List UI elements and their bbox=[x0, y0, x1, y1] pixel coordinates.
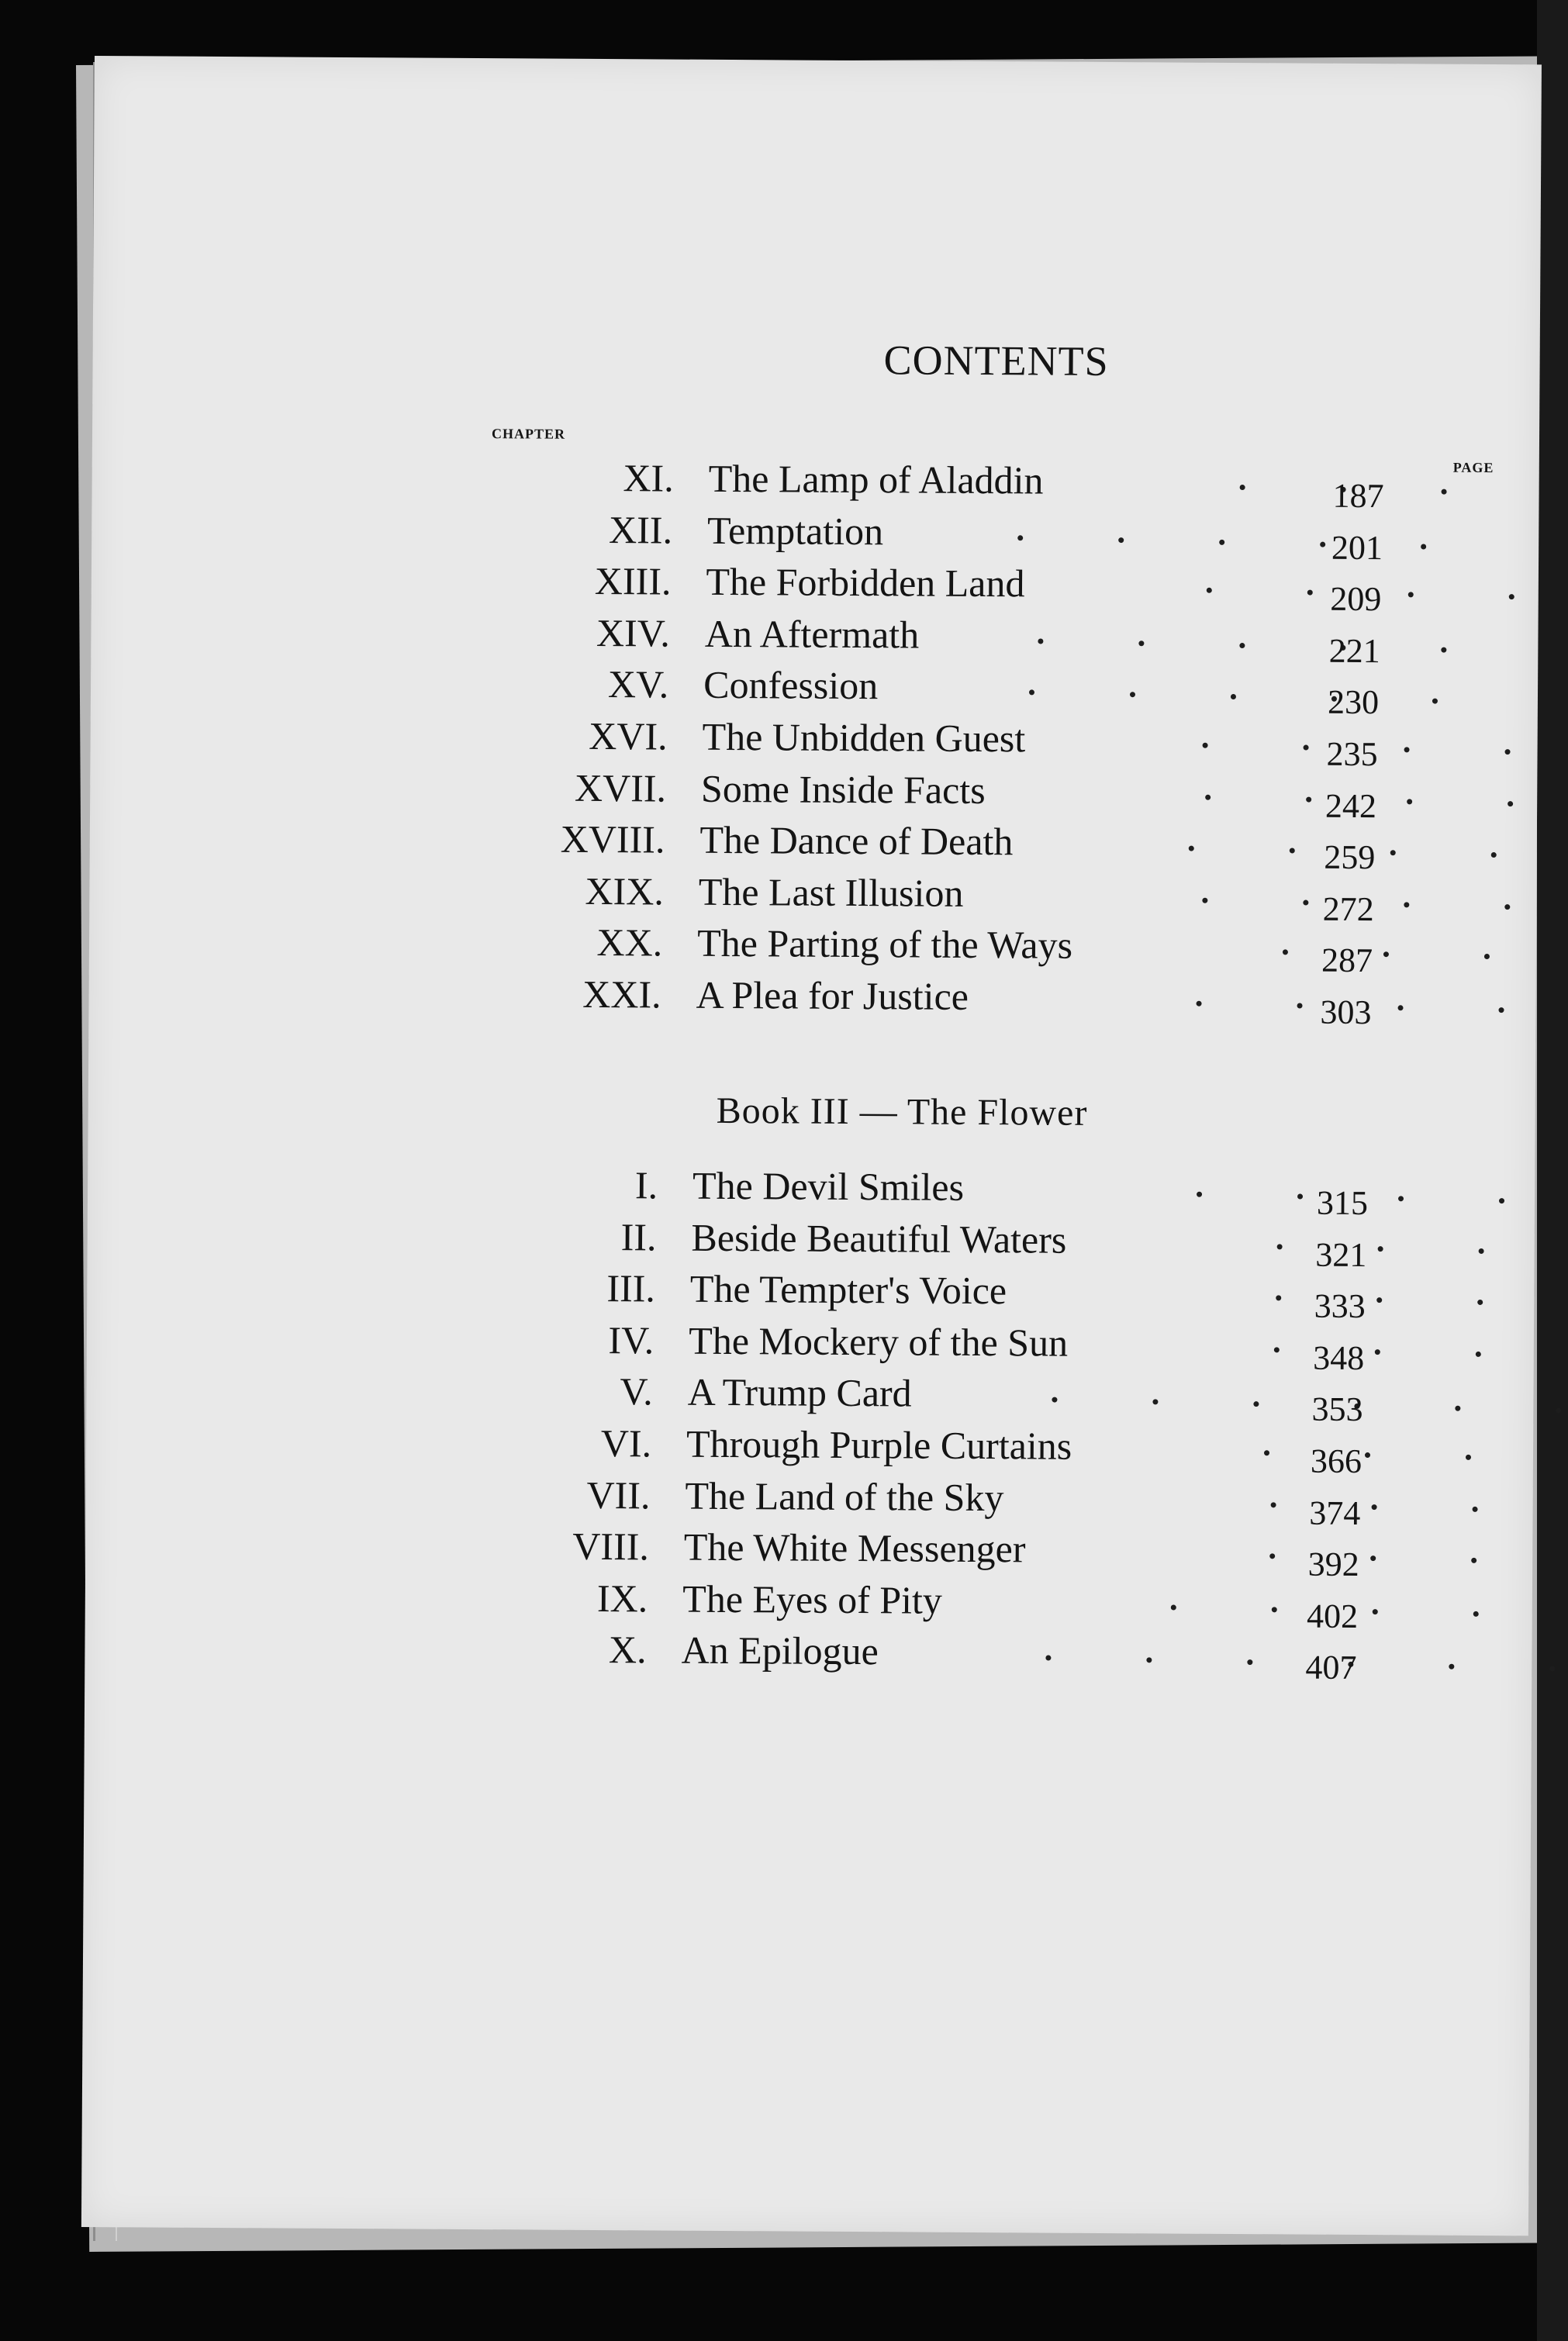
chapter-number: XV. bbox=[607, 662, 669, 706]
leader-dot bbox=[1017, 535, 1023, 540]
toc-entry bbox=[513, 1521, 1444, 1584]
leader-dot bbox=[1398, 1005, 1404, 1010]
page-number: 333 bbox=[1314, 1286, 1366, 1326]
chapter-title: Beside Beautiful Waters bbox=[691, 1215, 1067, 1262]
chapter-title: The Unbidden Guest bbox=[702, 714, 1026, 761]
chapter-title: The Eyes of Pity bbox=[682, 1576, 943, 1622]
page-number: 353 bbox=[1311, 1390, 1363, 1429]
leader-dot bbox=[1508, 801, 1513, 806]
toc-entry bbox=[525, 969, 1456, 1032]
chapter-title: The Parting of the Ways bbox=[697, 921, 1073, 968]
chapter-number: V. bbox=[620, 1369, 653, 1414]
leader-dot bbox=[1231, 694, 1236, 699]
page-number: 259 bbox=[1324, 837, 1376, 877]
leader-dot bbox=[1304, 899, 1309, 905]
toc-entry bbox=[510, 1625, 1441, 1687]
leader-dot bbox=[1297, 1003, 1303, 1008]
leader-dot bbox=[1240, 485, 1245, 490]
toc-entry bbox=[527, 917, 1457, 980]
chapter-number: XIII. bbox=[594, 559, 672, 603]
toc-entry bbox=[520, 1263, 1450, 1326]
leader-dot bbox=[1404, 902, 1410, 907]
leader-dot bbox=[1421, 544, 1426, 549]
toc-entry bbox=[528, 865, 1459, 928]
leader-dot bbox=[1508, 594, 1514, 599]
leader-dot bbox=[1269, 1553, 1275, 1559]
chapter-title: The Mockery of the Sun bbox=[689, 1318, 1069, 1365]
leader-dot bbox=[1276, 1244, 1282, 1249]
leader-dot bbox=[1029, 690, 1034, 696]
toc-entry bbox=[537, 453, 1468, 516]
chapter-number: VI. bbox=[600, 1421, 652, 1466]
page-number: 272 bbox=[1322, 889, 1374, 928]
chapter-title: The Lamp of Aladdin bbox=[708, 456, 1044, 502]
chapter-number: XXI. bbox=[582, 972, 661, 1017]
leader-dot bbox=[1297, 1194, 1303, 1200]
leader-dot bbox=[1478, 1248, 1483, 1254]
page-number: 374 bbox=[1309, 1493, 1361, 1532]
chapter-number: XIV. bbox=[596, 610, 671, 655]
leader-dot bbox=[1442, 489, 1447, 495]
leader-dot bbox=[1472, 1506, 1477, 1511]
leader-dot bbox=[1283, 950, 1288, 955]
leader-dot bbox=[1153, 1400, 1159, 1405]
page-number: 315 bbox=[1316, 1183, 1369, 1223]
chapter-number: III. bbox=[606, 1266, 656, 1310]
leader-dot bbox=[1404, 747, 1410, 752]
leader-dot bbox=[1320, 541, 1325, 547]
chapter-number: II. bbox=[620, 1214, 657, 1259]
chapter-title: An Epilogue bbox=[681, 1628, 879, 1673]
leader-dot bbox=[1272, 1607, 1277, 1612]
book-the-word: The bbox=[907, 1091, 968, 1133]
leader-dot bbox=[1276, 1296, 1281, 1301]
chapter-title: The Dance of Death bbox=[699, 817, 1014, 864]
leader-dot bbox=[1499, 1198, 1504, 1203]
leader-dot bbox=[1484, 954, 1490, 959]
leader-dot bbox=[1264, 1450, 1269, 1455]
leader-dot bbox=[1490, 852, 1496, 858]
chapter-title: Confession bbox=[703, 663, 879, 708]
toc-entry bbox=[530, 762, 1461, 825]
leader-dot bbox=[1442, 647, 1447, 652]
leader-dot bbox=[1407, 592, 1413, 598]
chapter-number: XVIII. bbox=[560, 817, 665, 861]
chapter-title: An Aftermath bbox=[704, 611, 920, 657]
leader-dot bbox=[1398, 1196, 1404, 1201]
toc-entry bbox=[520, 1211, 1451, 1274]
leader-dot bbox=[1471, 1558, 1476, 1563]
page-number: 230 bbox=[1327, 683, 1380, 722]
chapter-title: The Devil Smiles bbox=[692, 1163, 965, 1209]
chapter-number: IX. bbox=[596, 1576, 648, 1621]
leader-dot bbox=[1505, 904, 1511, 910]
leader-dot bbox=[1046, 1656, 1052, 1661]
book-dash: — bbox=[859, 1091, 898, 1133]
leader-dot bbox=[1477, 1300, 1483, 1305]
chapter-title: The Forbidden Land bbox=[706, 560, 1025, 606]
leader-dot bbox=[1473, 1611, 1479, 1617]
leader-dot bbox=[1240, 643, 1245, 648]
toc-entry bbox=[512, 1573, 1442, 1635]
leader-dot bbox=[1130, 692, 1135, 698]
leader-dot bbox=[1476, 1352, 1481, 1357]
chapter-number: VIII. bbox=[572, 1524, 650, 1569]
page-number: 321 bbox=[1315, 1235, 1367, 1274]
chapter-number: XVI. bbox=[589, 713, 668, 758]
chapter-title: The Last Illusion bbox=[698, 869, 964, 915]
right-shadow bbox=[1537, 0, 1568, 2341]
page-number: 402 bbox=[1306, 1597, 1359, 1635]
book-iii-heading bbox=[717, 1089, 1088, 1134]
toc-entry bbox=[537, 504, 1467, 567]
leader-dot bbox=[1171, 1604, 1176, 1610]
toc-entry bbox=[534, 607, 1465, 670]
leader-dot bbox=[1449, 1664, 1455, 1669]
toc-entry bbox=[516, 1366, 1447, 1429]
leader-dot bbox=[1373, 1609, 1378, 1614]
page-number: 209 bbox=[1330, 579, 1382, 619]
page-number: 407 bbox=[1305, 1648, 1357, 1687]
page-number: 366 bbox=[1310, 1442, 1363, 1481]
chapter-title: The Land of the Sky bbox=[685, 1473, 1004, 1519]
page-number: 287 bbox=[1321, 941, 1373, 980]
chapter-title: Through Purple Curtains bbox=[686, 1421, 1072, 1468]
leader-dot bbox=[1203, 743, 1208, 748]
leader-dot bbox=[1254, 1402, 1259, 1407]
page-number: 235 bbox=[1326, 734, 1378, 774]
leader-dot bbox=[1188, 846, 1193, 851]
page-number: 392 bbox=[1307, 1545, 1359, 1584]
leader-dot bbox=[1248, 1660, 1253, 1666]
contents-title: CONTENTS bbox=[883, 337, 1109, 385]
toc-entry bbox=[518, 1314, 1449, 1377]
page-number: 242 bbox=[1325, 786, 1377, 825]
leader-dot bbox=[1206, 588, 1211, 593]
chapter-number: XI. bbox=[623, 456, 674, 500]
page-number: 201 bbox=[1331, 528, 1383, 567]
page-number: 303 bbox=[1320, 993, 1372, 1032]
chapter-title: A Trump Card bbox=[687, 1370, 912, 1415]
toc-entry bbox=[531, 710, 1462, 774]
chapter-title: Temptation bbox=[706, 508, 884, 553]
leader-dot bbox=[1306, 796, 1311, 802]
leader-dot bbox=[1139, 640, 1145, 646]
page-number: 187 bbox=[1332, 476, 1384, 516]
leader-dot bbox=[1118, 537, 1124, 543]
chapter-title: The White Messenger bbox=[683, 1524, 1026, 1571]
leader-dot bbox=[1370, 1555, 1376, 1561]
leader-dot bbox=[1197, 1001, 1202, 1006]
page-number: 348 bbox=[1313, 1338, 1365, 1377]
chapter-title: Some Inside Facts bbox=[700, 766, 986, 812]
chapter-column-header: CHAPTER bbox=[491, 426, 566, 442]
toc-entry bbox=[516, 1417, 1446, 1481]
leader-dot bbox=[1456, 1406, 1461, 1411]
leader-dot bbox=[1383, 952, 1389, 958]
leader-dot bbox=[1289, 848, 1294, 854]
book-name: Flower bbox=[977, 1091, 1088, 1134]
chapter-title: The Tempter's Voice bbox=[689, 1266, 1007, 1313]
chapter-number: IV. bbox=[608, 1317, 654, 1362]
leader-dot bbox=[1205, 794, 1211, 799]
toc-entry bbox=[514, 1469, 1445, 1532]
leader-dot bbox=[1274, 1347, 1280, 1352]
leader-dot bbox=[1407, 799, 1412, 804]
leader-dot bbox=[1365, 1452, 1370, 1458]
leader-dot bbox=[1377, 1246, 1383, 1252]
leader-dot bbox=[1466, 1455, 1471, 1460]
leader-dot bbox=[1219, 539, 1224, 544]
chapter-number: XX. bbox=[596, 920, 663, 965]
chapter-number: XIX. bbox=[585, 868, 664, 913]
leader-dot bbox=[1203, 898, 1208, 903]
chapter-number: X. bbox=[608, 1628, 647, 1672]
chapter-number: XII. bbox=[608, 507, 673, 552]
toc-entry bbox=[529, 814, 1459, 877]
leader-dot bbox=[1432, 699, 1438, 704]
leader-dot bbox=[1038, 638, 1044, 644]
leader-dot bbox=[1147, 1658, 1152, 1663]
book-page bbox=[81, 56, 1542, 2236]
leader-dot bbox=[1505, 749, 1511, 754]
toc-entry bbox=[535, 556, 1466, 619]
book-number: III bbox=[810, 1090, 850, 1132]
leader-dot bbox=[1375, 1349, 1380, 1355]
chapter-number: VII. bbox=[586, 1473, 651, 1518]
chapter-title: A Plea for Justice bbox=[696, 972, 969, 1018]
toc-entry bbox=[522, 1159, 1452, 1223]
leader-dot bbox=[1270, 1502, 1276, 1507]
chapter-number: I. bbox=[634, 1163, 658, 1207]
leader-dot bbox=[1304, 745, 1309, 751]
page-number: 221 bbox=[1328, 631, 1380, 670]
leader-dot bbox=[1307, 590, 1312, 596]
leader-dot bbox=[1197, 1192, 1202, 1197]
leader-dot bbox=[1390, 850, 1395, 855]
leader-dot bbox=[1052, 1397, 1058, 1403]
leader-dot bbox=[1376, 1297, 1382, 1303]
toc-entry bbox=[533, 659, 1463, 722]
leader-dot bbox=[1498, 1007, 1504, 1013]
chapter-number: XVII. bbox=[574, 765, 667, 810]
leader-dot bbox=[1371, 1504, 1376, 1510]
page-column-header: PAGE bbox=[1452, 459, 1494, 476]
book-word: Book bbox=[716, 1089, 800, 1132]
